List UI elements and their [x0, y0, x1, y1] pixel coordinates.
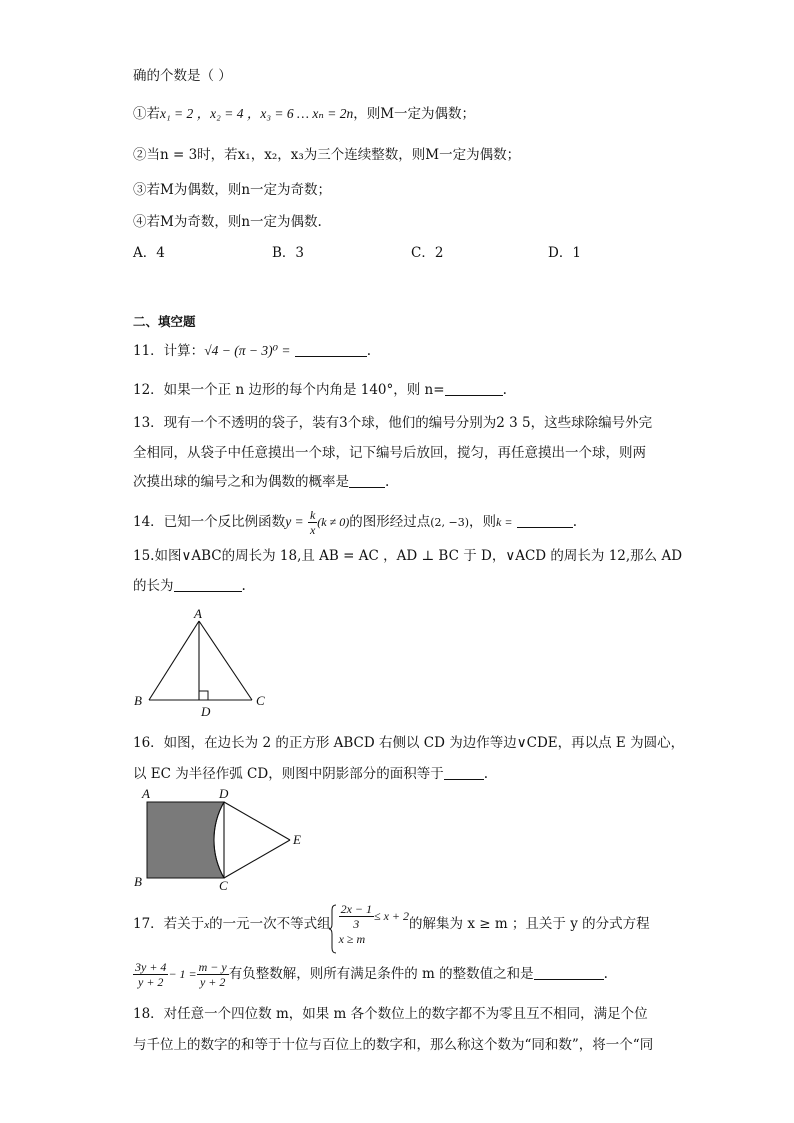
q16-line-2 — [133, 764, 488, 784]
q14-point: (2, −3) — [430, 516, 469, 529]
q12-answer-blank[interactable] — [445, 381, 503, 396]
q14 — [133, 507, 577, 538]
q16-line-1: 16．如图，在边长为 2 的正方形 ABCD 右侧以 CD 为边作等边∨CDE，再以点 E 为圆心， — [133, 735, 685, 751]
q18-line-2: 与千位上的数字的和等于十位与百位上的数字和，那么称这个数为“同和数”，将一个“同 — [133, 1037, 654, 1053]
q17-sys-rhs: ≤ x + 2 — [374, 909, 410, 923]
q16-line-2-text: 以 EC 为半径作弧 CD，则图中阴影部分的面积等于 — [133, 766, 444, 782]
q15-label-a: A — [194, 606, 202, 621]
q14-k-eq: k = — [496, 515, 513, 529]
q17-after-system: 的解集为 x ≥ m ；且关于 y 的分式方程 — [409, 916, 650, 932]
q15-suffix: . — [241, 578, 246, 594]
q10-statement-2: ②当n = 3时，若x₁，x₂，x₃为三个连续整数，则M一定为偶数； — [133, 147, 521, 163]
q16-side-de — [224, 802, 290, 840]
q16-answer-blank[interactable] — [444, 765, 484, 780]
q10-option-c: C．2 — [411, 245, 444, 261]
q10-statement-1 — [133, 104, 475, 124]
q13-line-1: 13．现有一个不透明的袋子，装有3个球，他们的编号分别为2 3 5，这些球除编号外完 — [133, 415, 653, 431]
q12-text: 12．如果一个正 n 边形的每个内角是 140°，则 n= — [133, 382, 445, 398]
q17-mid: 的一元一次不等式组 — [209, 916, 331, 932]
q10-s1-prefix: ①若 — [133, 106, 160, 122]
q17-brace — [329, 904, 337, 954]
q11 — [133, 341, 371, 361]
q15-triangle-figure — [128, 606, 278, 722]
q16-label-a: A — [142, 786, 150, 801]
q13-line-3 — [133, 472, 389, 492]
q14-y-eq: y = — [285, 514, 304, 529]
q17-answer-blank[interactable] — [534, 965, 604, 980]
q14-fraction — [308, 508, 317, 537]
q10-option-d: D．1 — [548, 245, 581, 261]
q16-suffix: . — [483, 766, 489, 782]
q17-sys-frac-den: 3 — [353, 917, 360, 931]
q15-line-2 — [133, 576, 246, 596]
q16-shaded-region — [147, 802, 224, 878]
q14-suffix: . — [572, 514, 578, 530]
q17-eq-num-1: 3y + 4 — [135, 960, 167, 974]
q14-after: ，则 — [469, 514, 496, 530]
q10-s1-suffix: ，则M一定为偶数； — [353, 106, 476, 122]
q15-line-2-text: 的长为 — [133, 578, 174, 594]
q17-line-2 — [133, 956, 608, 992]
q14-condition: (k ≠ 0) — [317, 515, 350, 529]
q17-eq-fraction-2 — [197, 960, 229, 989]
q13-answer-blank[interactable] — [349, 473, 385, 488]
q10-s1-math: x₁ = 2 ，x₂ = 4 ，x₃ = 6 … xₙ = 2n — [160, 106, 354, 121]
q17-line-1 — [133, 896, 650, 952]
q15-line-1: 15.如图∨ABC的周长为 18,且 AB = AC ，AD ⊥ BC 于 D，∨ACD 的周长为 12,那么 AD — [133, 548, 683, 564]
q15-side-ab — [149, 621, 199, 700]
q17-var-x: x — [204, 919, 210, 931]
q17-eq-fraction-1 — [133, 960, 168, 989]
q17-eq-den-1: y + 2 — [138, 975, 164, 989]
q15-right-angle-mark — [199, 691, 208, 700]
q17-inequality-system — [331, 902, 409, 947]
q17-prefix: 17．若关于 — [133, 916, 205, 932]
q15-side-ac — [199, 621, 252, 700]
q17-sys-fraction — [339, 902, 374, 931]
q10-statement-4: ④若M为奇数，则n一定为偶数. — [133, 214, 322, 230]
q16-label-d: D — [219, 786, 229, 801]
q10-statement-3: ③若M为偶数，则n一定为奇数； — [133, 182, 332, 198]
q14-answer-blank[interactable] — [517, 513, 573, 528]
q17-sys-frac-num: 2x − 1 — [340, 902, 373, 916]
q18-line-1: 18．对任意一个四位数 m，如果 m 各个数位上的数字都不为零且互不相同，满足个位 — [133, 1006, 648, 1022]
q11-prefix: 11．计算： — [133, 343, 205, 359]
q15-label-c: C — [256, 693, 265, 708]
q10-options — [133, 243, 693, 263]
q12 — [133, 380, 507, 400]
q14-prefix: 14．已知一个反比例函数 — [133, 514, 286, 530]
q14-frac-den: x — [309, 523, 316, 537]
q15-answer-blank[interactable] — [174, 577, 242, 592]
q15-label-b: B — [134, 693, 142, 708]
q13-line-3-text: 次摸出球的编号之和为偶数的概率是 — [133, 474, 349, 490]
q10-option-b: B．3 — [272, 245, 305, 261]
q16-label-e: E — [293, 832, 301, 847]
q17-sys-row-2: x ≥ m — [338, 932, 366, 946]
q17-sys-row-1 — [331, 902, 409, 931]
q17-eq-den-2: y + 2 — [199, 975, 226, 989]
q17-suffix: . — [603, 966, 608, 982]
q11-expr: √4 − (π − 3)⁰ = — [204, 343, 291, 358]
q14-mid: 的图形经过点 — [349, 514, 431, 530]
q14-frac-num: k — [309, 508, 316, 522]
q10-intro: 确的个数是（ ） — [133, 68, 232, 84]
q10-option-a: A．4 — [133, 245, 165, 261]
q12-suffix: . — [502, 382, 507, 398]
section-title: 二、填空题 — [133, 314, 196, 329]
q11-answer-blank[interactable] — [295, 342, 367, 357]
q15-label-d: D — [201, 704, 211, 719]
q17-eq-mid: − 1 = — [168, 967, 197, 981]
q16-square-figure — [130, 786, 310, 892]
q17-line-2-text: 有负整数解，则所有满足条件的 m 的整数值之和是 — [228, 966, 534, 982]
q17-eq-num-2: m − y — [198, 960, 227, 974]
q13-line-2: 全相同，从袋子中任意摸出一个球，记下编号后放回，搅匀，再任意摸出一个球，则两 — [133, 445, 646, 461]
q16-side-ce — [224, 840, 290, 878]
q13-suffix: . — [385, 474, 390, 490]
q11-suffix: . — [366, 343, 372, 359]
q16-label-b: B — [134, 874, 142, 889]
q16-label-c: C — [219, 878, 228, 892]
